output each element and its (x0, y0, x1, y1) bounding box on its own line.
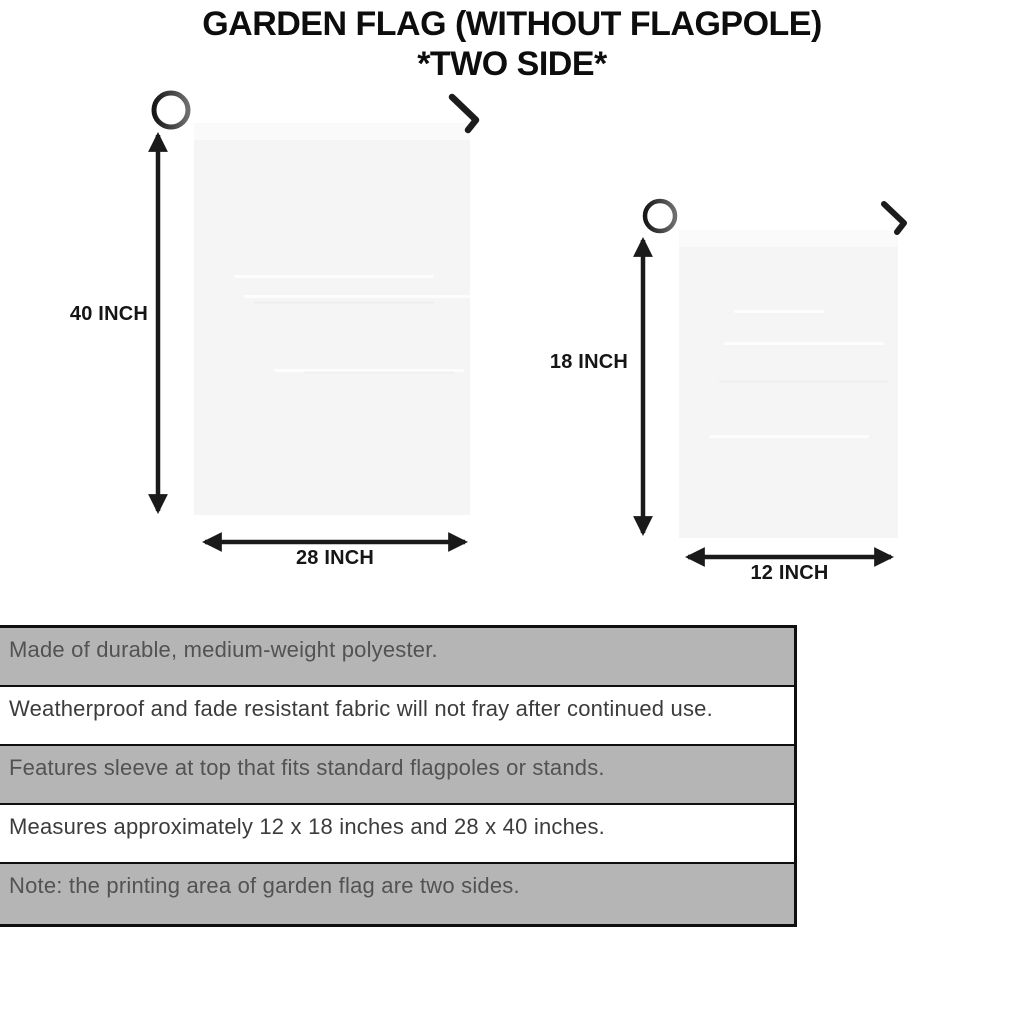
feature-row: Weatherproof and fade resistant fabric will not fray after continued use. (0, 687, 794, 746)
small-flag-height-label: 18 INCH (549, 351, 628, 373)
features-table (0, 625, 797, 927)
large-flag-sleeve (194, 123, 470, 141)
feature-row: Measures approximately 12 x 18 inches and 28 x 40 inches. (0, 805, 794, 864)
page-subtitle: *TWO SIDE* (417, 45, 607, 83)
title-block (0, 4, 1024, 84)
large-pole-loop-icon (154, 93, 188, 127)
small-flag-sleeve (679, 230, 898, 248)
feature-row: Made of durable, medium-weight polyester. (0, 628, 794, 687)
page-title: GARDEN FLAG (WITHOUT FLAGPOLE) (202, 5, 822, 43)
large-flag-width-label: 28 INCH (295, 547, 375, 569)
large-flag-height-label: 40 INCH (69, 303, 148, 325)
small-flag-width-label: 12 INCH (750, 562, 829, 584)
small-flag (679, 230, 898, 538)
small-pole-loop-icon (645, 201, 675, 231)
feature-row: Note: the printing area of garden flag are two sides. (0, 864, 794, 924)
large-flag (194, 123, 470, 515)
feature-row: Features sleeve at top that fits standard flagpoles or stands. (0, 746, 794, 805)
small-pole-hook-icon (884, 204, 904, 232)
